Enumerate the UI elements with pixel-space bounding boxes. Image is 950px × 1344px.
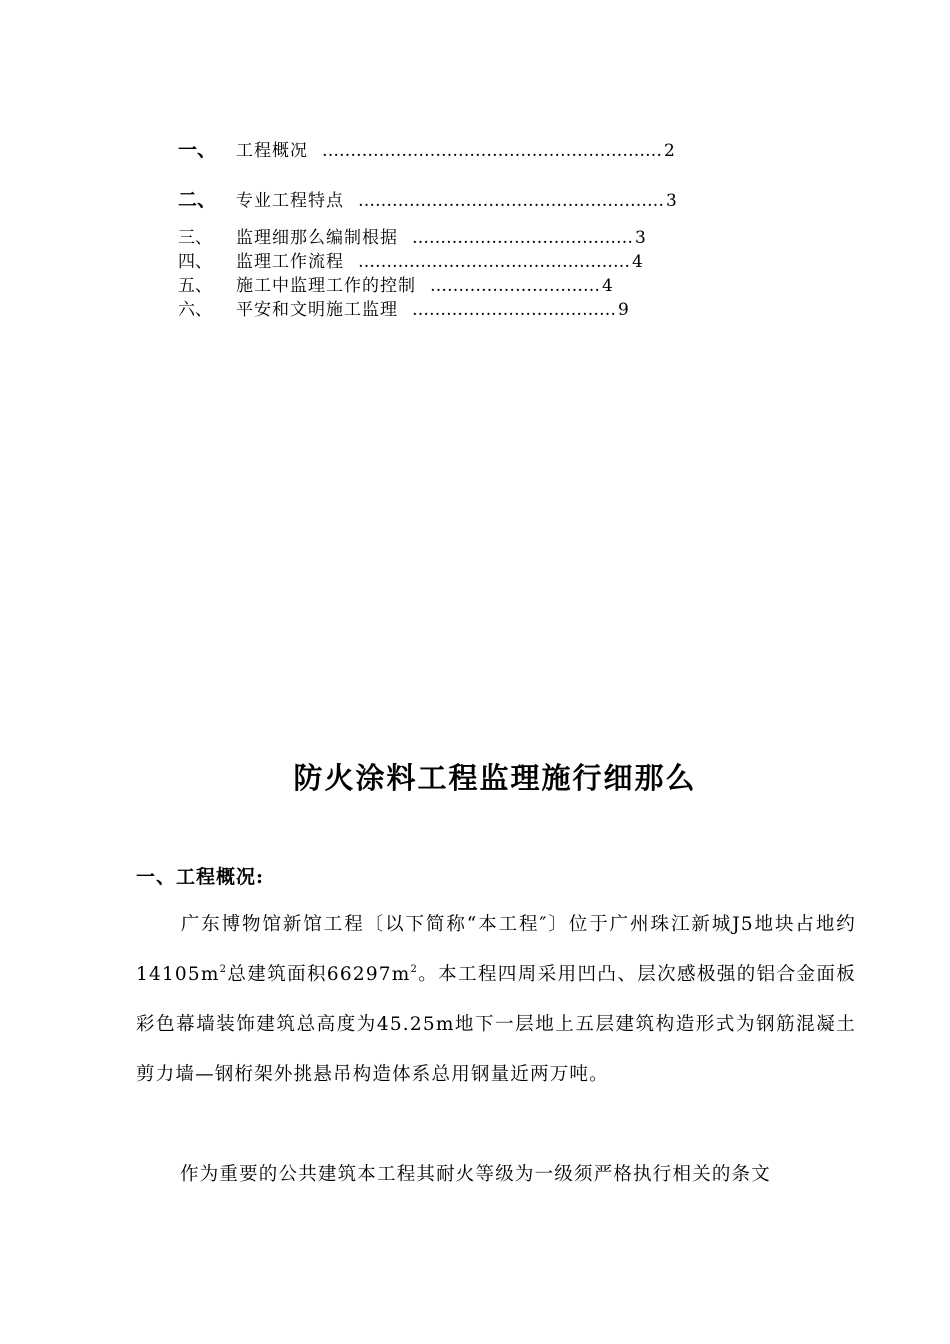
toc-title: 工程概况	[236, 141, 308, 161]
toc-leader: ……………………………………………………	[322, 141, 662, 161]
paragraph-text: 。本工程四周采用凹凸、层次感极强的铝合金面板彩色幕墙装饰建筑总高度为45.25m地下一层地上五层建筑构造形式为钢筋混凝土剪力墙—钢桁架外挑悬吊构造体系总用钢量近两万吨。	[136, 964, 856, 1085]
toc-entry[interactable]	[178, 298, 629, 322]
toc-leader: ………………………………………………	[358, 191, 664, 211]
toc-page-number: 3	[635, 228, 646, 248]
toc-leader: …………………………………………	[358, 252, 630, 272]
superscript: 2	[219, 964, 228, 975]
toc-title: 施工中监理工作的控制	[236, 276, 416, 296]
paragraph-text: 广东博物馆新馆工程〔以下简称“本工程″〕位于广州珠江新城J5地块占地约14105m	[136, 914, 856, 985]
toc-page-number: 3	[666, 191, 677, 211]
superscript: 2	[410, 964, 419, 975]
toc-number: 三、	[178, 228, 212, 248]
toc-entry[interactable]	[178, 188, 677, 213]
paragraph-overview	[136, 900, 856, 1100]
toc-entry[interactable]	[178, 226, 646, 250]
toc-page-number: 4	[602, 276, 613, 296]
toc-number: 四、	[178, 252, 212, 272]
toc-title: 监理细那么编制根据	[236, 228, 398, 248]
toc-page-number: 2	[664, 141, 675, 161]
toc-title: 平安和文明施工监理	[236, 300, 398, 320]
toc-leader: …………………………	[430, 276, 600, 296]
toc-page-number: 9	[618, 300, 629, 320]
section-heading: 一、工程概况:	[136, 866, 265, 888]
paragraph-text: 总建筑面积66297m	[227, 964, 411, 985]
toc-entry[interactable]	[178, 274, 613, 298]
toc-number: 二、	[178, 189, 217, 211]
toc-number: 五、	[178, 276, 212, 296]
toc-entry[interactable]	[178, 250, 643, 274]
toc-title: 监理工作流程	[236, 252, 344, 272]
toc-title: 专业工程特点	[236, 191, 344, 211]
paragraph-fire-rating	[136, 1150, 856, 1200]
toc-leader: ………………………………	[412, 300, 616, 320]
document-title: 防火涂料工程监理施行细那么	[293, 761, 697, 795]
toc-page-number: 4	[632, 252, 643, 272]
toc-entry[interactable]	[178, 138, 675, 163]
paragraph-text: 作为重要的公共建筑本工程其耐火等级为一级须严格执行相关的条文	[180, 1164, 772, 1185]
toc-number: 一、	[178, 139, 217, 161]
toc-number: 六、	[178, 300, 212, 320]
toc-leader: …………………………………	[412, 228, 633, 248]
